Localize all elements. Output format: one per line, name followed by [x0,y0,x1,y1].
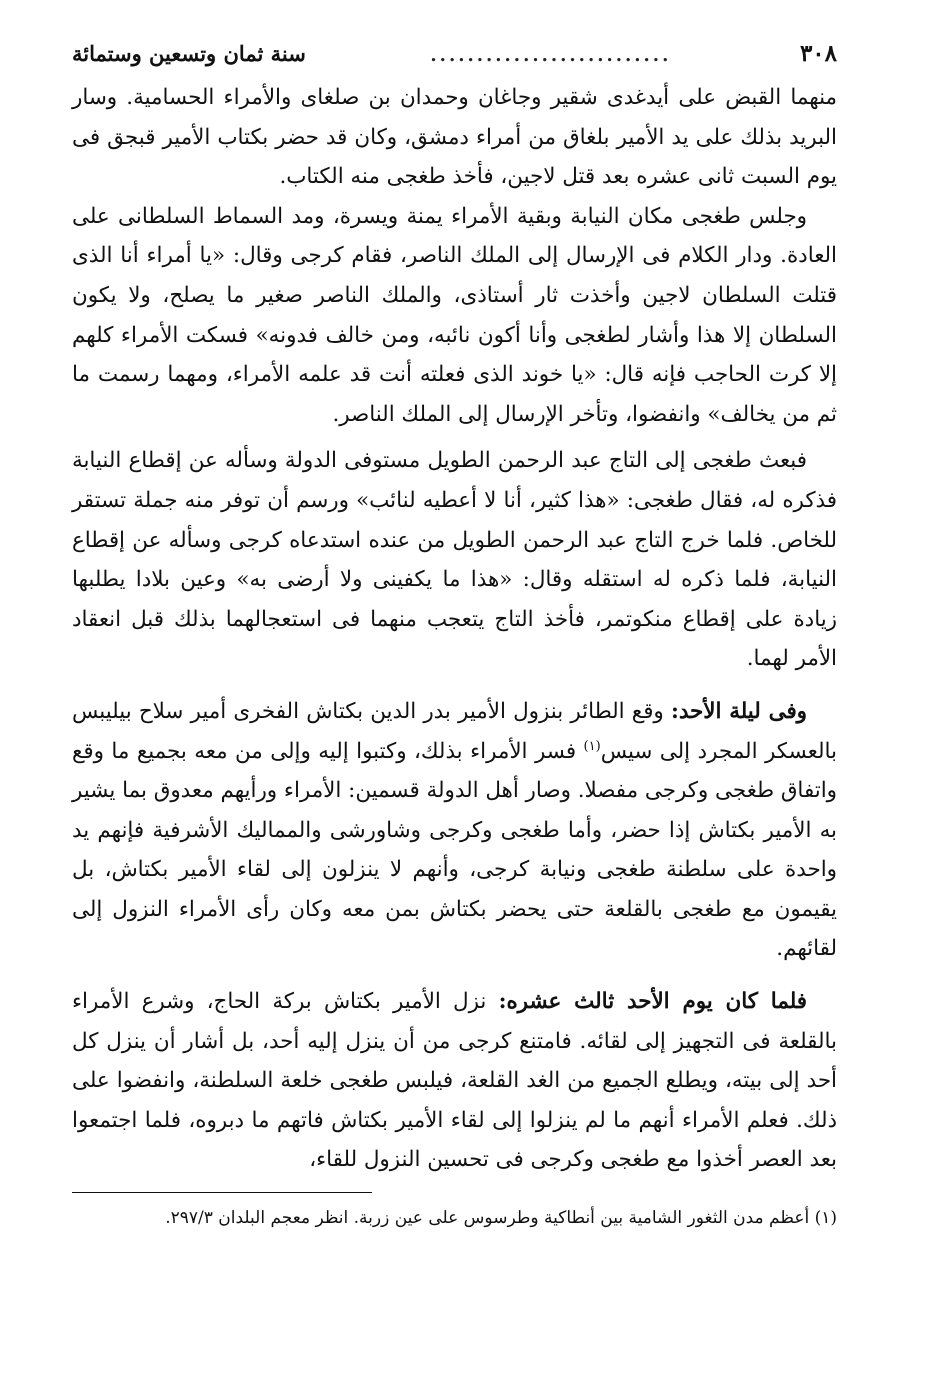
page-header [72,34,837,74]
paragraph-4 [72,692,837,969]
paragraph-text: نزل الأمير بكتاش بركة الحاج، وشرع الأمراء بالقلعة فى التجهيز إلى لقائه. فامتنع كرجى من أن ينزل إليه أحد، بل أشار أن ينزل كل أحد إلى بيته، ويطلع الجميع من الغد القلعة، فيلبس طغجى خلعة السلطنة، وانفضوا على ذلك. فعلم الأمراء أنهم ما لم ينزلوا إلى لقاء الأمير بكتاش فاتهم ما دبروه، فلما اجتمعوا بعد العصر أخذوا مع طغجى وكرجى فى تحسين النزول للقاء، [72,989,837,1173]
footnote-text: (١) أعظم مدن الثغور الشامية بين أنطاكية وطرسوس على عين زربة. انظر معجم البلدان ٢٩٧/٣. [165,1208,837,1229]
book-page [72,34,837,1354]
paragraph-text: وجلس طغجى مكان النيابة وبقية الأمراء يمنة ويسرة، ومد السماط السلطانى على العادة. ودار الكلام فى الإرسال إلى الملك الناصر، فقام كرجى وقال: «يا أمراء أنا الذى قتلت السلطان لاجين وأخذت ثار أستاذى، والملك الناصر صغير ما يصلح، ولا يكون السلطان إلا هذا وأشار لطغجى وأنا أكون نائبه، ومن خالف فدونه» فسكت الأمراء كلهم إلا كرت الحاجب فإنه قال: «يا خوند الذى فعلته أنت قد علمه الأمراء، ومهما رسمت ما ثم من يخالف» وانفضوا، وتأخر الإرسال إلى الملك الناصر. [72,203,837,427]
paragraph-2 [72,197,837,435]
footnotes [72,1201,837,1235]
paragraph-text: فسر الأمراء بذلك، وكتبوا إليه وإلى من معه بجميع ما وقع واتفاق طغجى وكرجى مفصلا. وصار أهل الدولة قسمين: الأمراء ورأيهم معدوق بما يشير به الأمير بكتاش إذا حضر، وأما طغجى وكرجى وشاورشى والمماليك الأشرفية فإنهم يد واحدة على سلطنة طغجى ونيابة كرجى، وأنهم لا ينزلون إلى لقاء الأمير بكتاش، بل يقيمون مع طغجى بالقلعة حتى يحضر بكتاش بمن معه وكان رأى الأمراء النزول إلى لقائهم. [72,738,837,962]
paragraph-lead: وفى ليلة الأحد: [670,698,807,724]
main-text [72,78,837,1180]
header-leader-dots: .......................... [430,45,672,66]
paragraph-5 [72,982,837,1180]
paragraph-text: منهما القبض على أيدغدى شقير وجاغان وحمدان بن صلغاى والأمراء الحسامية. وسار البريد بذلك على يد الأمير بلغاق من أمراء دمشق، وكان قد حضر بكتاب الأمير قبجق فى يوم السبت ثانى عشره بعد قتل لاجين، فأخذ طغجى منه الكتاب. [72,85,837,190]
running-title: سنة ثمان وتسعين وستمائة [72,41,306,66]
footnote-1 [72,1201,837,1235]
page-number: ٣٠٨ [799,40,837,67]
paragraph-text: وقع الطائر بنزول الأمير بدر الدين بكتاش الفخرى أمير سلاح بيليبس بالعسكر المجرد إلى سيس [72,698,837,764]
footnote-divider [72,1192,372,1193]
paragraph-lead: فلما كان يوم الأحد ثالث عشره: [498,989,808,1015]
paragraph-3 [72,441,837,679]
paragraph-text: فبعث طغجى إلى التاج عبد الرحمن الطويل مستوفى الدولة وسأله عن إقطاع النيابة فذكره له، فقال طغجى: «هذا كثير، أنا لا أعطيه لنائب» ورسم أن توفر منه جملة تستقر للخاص. فلما خرج التاج عبد الرحمن الطويل من عنده استدعاه كرجى وسأله عن إقطاع النيابة، فلما ذكره له استقله وقال: «هذا ما يكفينى ولا أرضى به» وعين بلادا يطلبها زيادة على إقطاع منكوتمر، فأخذ التاج يتعجب منهما فى استعجالهما بذلك قبل انعقاد الأمر لهما. [72,448,837,672]
footnote-reference: (١) [583,738,601,754]
paragraph-1 [72,78,837,197]
